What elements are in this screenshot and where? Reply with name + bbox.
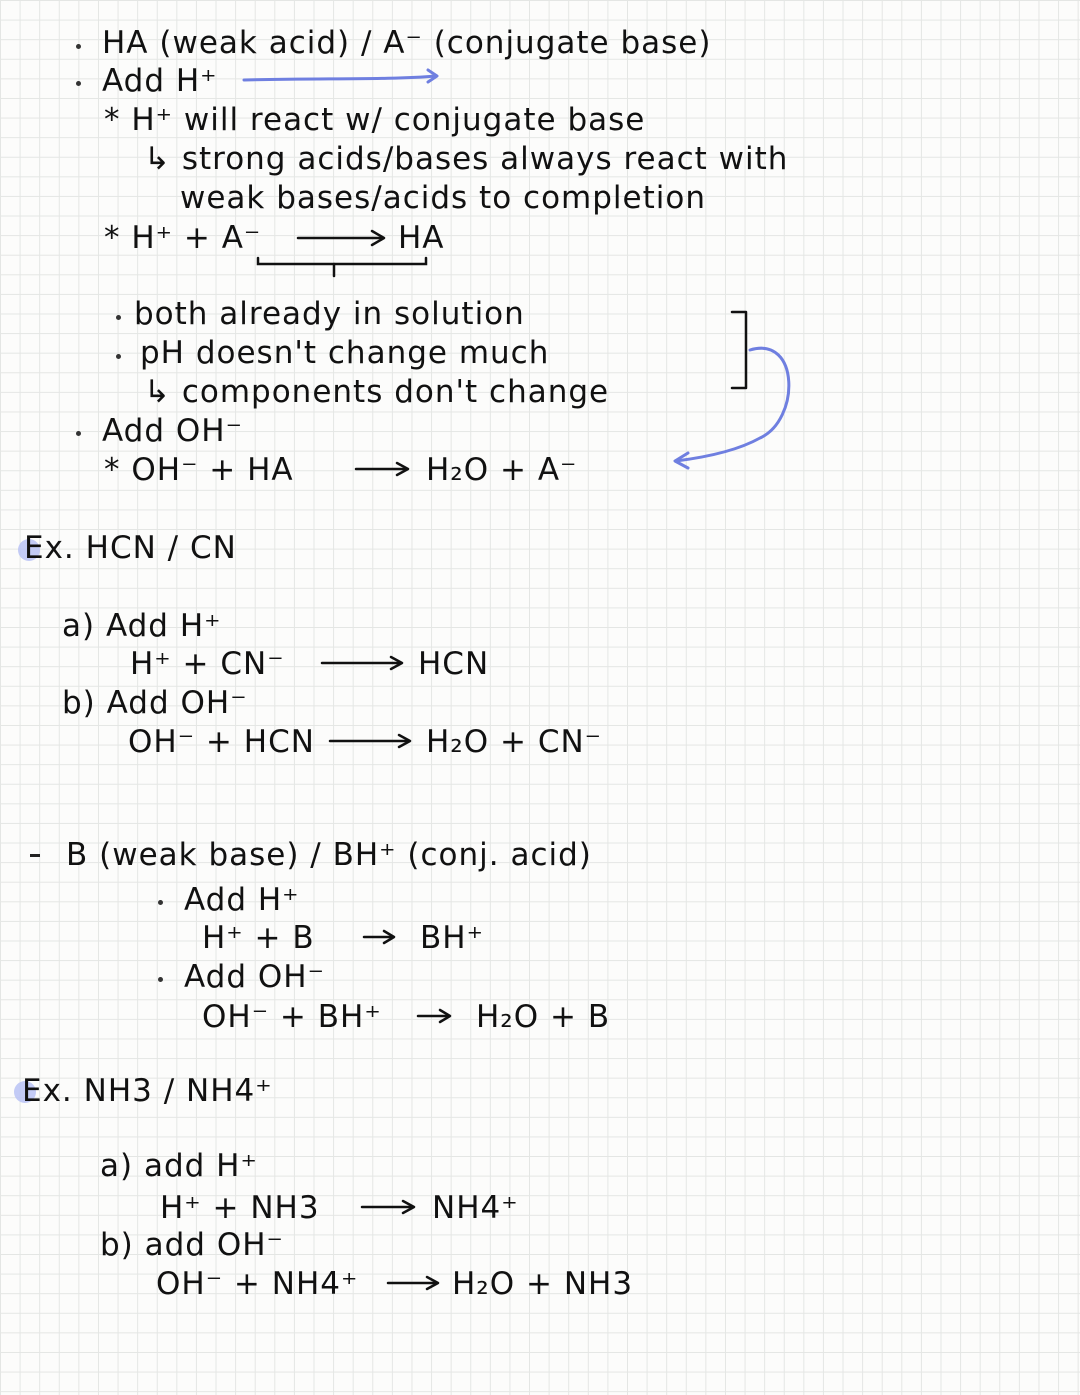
add-oh-label: Add OH⁻ <box>102 413 243 449</box>
buffer-acid-heading: HA (weak acid) / A⁻ (conjugate base) <box>102 25 712 61</box>
underline-bracket-icon <box>258 258 426 276</box>
reaction-h-a-right: HA <box>398 220 445 256</box>
base-reaction-h-right: BH⁺ <box>420 920 484 956</box>
curved-highlight-arrow-icon <box>676 348 789 461</box>
example-hcn-a-right: HCN <box>418 646 490 682</box>
highlight-arrow-icon <box>244 76 436 80</box>
reaction-arrow-icon <box>356 463 408 475</box>
reaction-arrow-icon <box>322 657 402 669</box>
example-nh3-b-right: H₂O + NH3 <box>452 1266 634 1302</box>
example-hcn-b-left: OH⁻ + HCN <box>128 724 315 760</box>
example-nh3-title: Ex. NH3 / NH4⁺ <box>22 1073 273 1109</box>
base-reaction-oh-right: H₂O + B <box>476 999 611 1035</box>
example-nh3-b-left: OH⁻ + NH4⁺ <box>156 1266 359 1302</box>
reaction-arrow-icon <box>388 1277 438 1289</box>
base-reaction-oh-left: OH⁻ + BH⁺ <box>202 999 382 1035</box>
example-nh3-b-label: b) add OH⁻ <box>100 1227 284 1263</box>
both-in-solution: both already in solution <box>134 296 525 332</box>
example-hcn-b-label: b) Add OH⁻ <box>62 685 248 721</box>
reaction-oh-ha-left: * OH⁻ + HA <box>104 452 294 488</box>
example-hcn-a-left: H⁺ + CN⁻ <box>130 646 285 682</box>
reaction-h-a-left: * H⁺ + A⁻ <box>104 220 262 256</box>
base-reaction-h-left: H⁺ + B <box>202 920 315 956</box>
reaction-arrow-icon <box>330 735 410 747</box>
strong-acids-note-cont: weak bases/acids to completion <box>180 180 706 216</box>
ph-note: pH doesn't change much <box>140 335 550 371</box>
example-hcn-a-label: a) Add H⁺ <box>62 608 222 644</box>
base-add-h-label: Add H⁺ <box>184 882 300 918</box>
example-nh3-a-right: NH4⁺ <box>432 1190 519 1226</box>
h-reacts-note: * H⁺ will react w/ conjugate base <box>104 102 646 138</box>
reaction-arrow-icon <box>298 231 384 245</box>
reaction-oh-ha-right: H₂O + A⁻ <box>426 452 578 488</box>
example-hcn-title: Ex. HCN / CN <box>24 530 237 566</box>
components-note: ↳ components don't change <box>144 374 610 410</box>
base-add-oh-label: Add OH⁻ <box>184 959 325 995</box>
strong-acids-note: ↳ strong acids/bases always react with <box>144 141 789 177</box>
right-bracket-icon <box>732 312 746 388</box>
buffer-base-heading: B (weak base) / BH⁺ (conj. acid) <box>66 837 592 873</box>
example-nh3-a-left: H⁺ + NH3 <box>160 1190 320 1226</box>
reaction-arrow-icon <box>418 1010 450 1022</box>
reaction-arrow-icon <box>362 1201 414 1213</box>
add-h-label: Add H⁺ <box>102 63 218 99</box>
example-nh3-a-label: a) add H⁺ <box>100 1148 258 1184</box>
example-hcn-b-right: H₂O + CN⁻ <box>426 724 603 760</box>
reaction-arrow-icon <box>364 931 394 943</box>
